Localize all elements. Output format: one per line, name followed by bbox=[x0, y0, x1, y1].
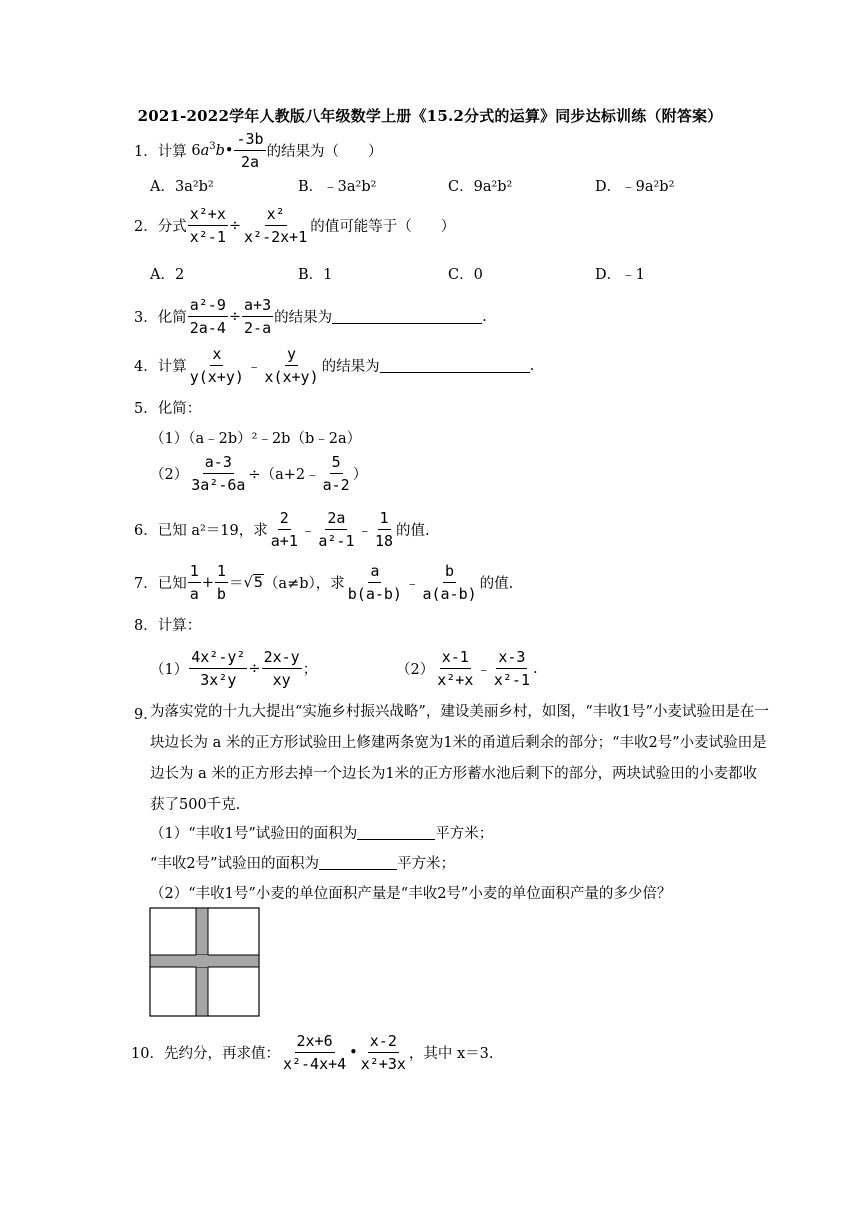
q8-part-2-end: . bbox=[532, 660, 538, 677]
q9-number: 9． bbox=[134, 707, 158, 723]
q7-suffix: 的值. bbox=[479, 576, 514, 592]
q8-part-1-label: （1） bbox=[150, 662, 189, 678]
q3-fraction-1: $\frac{\text{a²-9}}{2a-4}$ bbox=[189, 296, 226, 337]
q7-operator-1: + bbox=[201, 574, 214, 591]
q1-number: 1． bbox=[134, 144, 158, 160]
q2-option-c: C．0 bbox=[448, 267, 483, 283]
q3-end: . bbox=[482, 308, 487, 325]
q3-operator: ÷ bbox=[228, 308, 242, 325]
q1-option-a: A．3a²b² bbox=[150, 179, 214, 195]
q6-operator-1: ﹣ bbox=[300, 523, 316, 539]
q7-equals: ＝ bbox=[228, 576, 244, 592]
q9-sub-1-unit: 平方米； bbox=[435, 826, 494, 842]
q1-option-d: D．﹣9a²b² bbox=[595, 179, 675, 195]
q8-number: 8． bbox=[134, 618, 158, 634]
q5-part-2-fraction-1: $\frac{a-3}{\text{3a²-6a}}$ bbox=[191, 453, 246, 494]
q2-fraction-1: $\frac{\text{x²+x}}{\text{x²-1}}$ bbox=[189, 205, 226, 246]
q3-prefix: 化简 bbox=[157, 310, 187, 326]
q6-fraction-2: $\frac{2a}{\text{a²-1}}$ bbox=[318, 509, 355, 550]
q7-fraction-2: $\frac{1}{b}$ bbox=[216, 562, 226, 603]
q5-part-2-middle: ÷（a+2﹣ bbox=[248, 467, 320, 483]
q2-option-b: B．1 bbox=[298, 267, 333, 283]
q6-operator-2: ﹣ bbox=[357, 523, 372, 539]
question-10 bbox=[131, 1032, 494, 1073]
q3-number: 3． bbox=[134, 310, 158, 326]
q5-part-1: （1）（a﹣2b）²﹣2b（b﹣2a） bbox=[150, 431, 362, 447]
q8-part-2-fraction-2: $\frac{x-3}{\text{x²-1}}$ bbox=[493, 648, 530, 689]
worksheet-title: 2021-2022学年人教版八年级数学上册《15.2分式的运算》同步达标训练（附答案） bbox=[137, 107, 723, 125]
q7-fraction-4: $\frac{b}{a(a-b)}$ bbox=[422, 562, 477, 603]
q7-operator-2: ﹣ bbox=[404, 576, 420, 592]
q2-number: 2． bbox=[134, 219, 158, 235]
q8-part-2-label: （2） bbox=[396, 662, 435, 678]
q4-prefix: 计算 bbox=[157, 359, 187, 375]
q9-sub-3: （2）“丰收1号”小麦的单位面积产量是“丰收2号”小麦的单位面积产量的多少倍？ bbox=[150, 886, 672, 902]
q4-operator: ﹣ bbox=[246, 359, 262, 375]
q2-option-d: D．﹣1 bbox=[595, 267, 645, 283]
q5-part-2-fraction-2: $\frac{5}{a-2}$ bbox=[322, 453, 350, 494]
q5-number: 5． bbox=[134, 401, 158, 417]
q8-part-1-fraction-2: $\frac{2x-y}{xy}$ bbox=[263, 648, 300, 689]
q3-fraction-2: $\frac{a+3}{2-a}$ bbox=[244, 296, 272, 337]
q9-sub-2-text: “丰收2号”试验田的面积为 bbox=[150, 856, 320, 872]
q6-number: 6． bbox=[134, 523, 158, 539]
q7-number: 7． bbox=[134, 576, 158, 592]
q9-paragraph: 为落实党的十九大提出“实施乡村振兴战略”，建设美丽乡村，如图，“丰收1号”小麦试验田是在一块边长为 a 米的正方形试验田上修建两条宽为1米的甬道后剩余的部分；“丰收2号”小麦试验田是边长为 a 米的正方形去掉一个边长为1米的正方形蓄水池后剩下的部分，两块试验田的小麦都收获了500千克. bbox=[150, 704, 769, 813]
q4-suffix: 的结果为 bbox=[321, 359, 380, 375]
q2-suffix: 的值可能等于（ ） bbox=[310, 219, 456, 235]
q2-option-a: A．2 bbox=[150, 267, 185, 283]
q10-prefix: 先约分，再求值： bbox=[163, 1046, 280, 1062]
q4-number: 4． bbox=[134, 359, 158, 375]
q10-number: 10． bbox=[131, 1046, 164, 1062]
q5-part-2-end: ） bbox=[352, 467, 368, 483]
q10-operator: • bbox=[349, 1044, 358, 1061]
q2-prefix: 分式 bbox=[157, 219, 187, 235]
q8-part-1-fraction-1: $\frac{\text{4x²-y²}}{\text{3x²y}}$ bbox=[191, 648, 246, 689]
q9-sub-1-text: （1）“丰收1号”试验田的面积为 bbox=[150, 826, 358, 842]
q6-fraction-1: $\frac{2}{a+1}$ bbox=[270, 509, 298, 550]
q1-prefix: 计算 bbox=[157, 144, 187, 160]
q7-fraction-3: $\frac{a}{b(a-b)}$ bbox=[347, 562, 402, 603]
q7-sqrt: √5 bbox=[243, 574, 263, 591]
q8-part-1-end: ； bbox=[302, 662, 318, 678]
q10-fraction-2: $\frac{x-2}{\text{x²+3x}}$ bbox=[360, 1032, 406, 1073]
q8-part-1-operator: ÷ bbox=[248, 660, 261, 677]
q1-fraction: $\frac{-3b}{2a}$ bbox=[236, 130, 264, 171]
q5-part-2-label: （2） bbox=[150, 467, 189, 483]
q8-part-2-operator: ﹣ bbox=[476, 662, 491, 678]
q4-fraction-1: $\frac{x}{y(x+y)}$ bbox=[189, 345, 244, 386]
q6-prefix: 已知 a²＝19，求 bbox=[157, 523, 268, 539]
q5-prefix: 化简： bbox=[157, 401, 202, 417]
q2-fraction-2: $\frac{\text{x²}}{\text{x²-2x+1}}$ bbox=[244, 205, 308, 246]
road-intersection bbox=[196, 955, 208, 967]
q10-fraction-1: $\frac{2x+6}{\text{x²-4x+4}}$ bbox=[282, 1032, 347, 1073]
q3-suffix: 的结果为 bbox=[274, 310, 333, 326]
q1-suffix: 的结果为（ ） bbox=[266, 144, 383, 160]
q9-sub-2-unit: 平方米； bbox=[397, 856, 456, 872]
q7-condition: （a≠b），求 bbox=[263, 576, 345, 592]
q7-prefix: 已知 bbox=[157, 576, 187, 592]
q4-end: . bbox=[529, 357, 535, 374]
q4-fraction-2: $\frac{y}{x(x+y)}$ bbox=[264, 345, 319, 386]
q10-suffix: ，其中 x＝3. bbox=[408, 1046, 494, 1062]
q1-option-b: B．﹣3a²b² bbox=[298, 179, 377, 195]
q2-operator: ÷ bbox=[228, 217, 242, 234]
q1-option-c: C．9a²b² bbox=[448, 179, 513, 195]
q8-prefix: 计算： bbox=[157, 618, 202, 634]
q6-suffix: 的值. bbox=[396, 523, 430, 539]
q8-part-2-fraction-1: $\frac{x-1}{\text{x²+x}}$ bbox=[437, 648, 474, 689]
q1-expr: $6a^3b•$ bbox=[191, 140, 234, 159]
q6-fraction-3: $\frac{1}{18}$ bbox=[374, 509, 394, 550]
q7-fraction-1: $\frac{1}{a}$ bbox=[189, 562, 199, 603]
